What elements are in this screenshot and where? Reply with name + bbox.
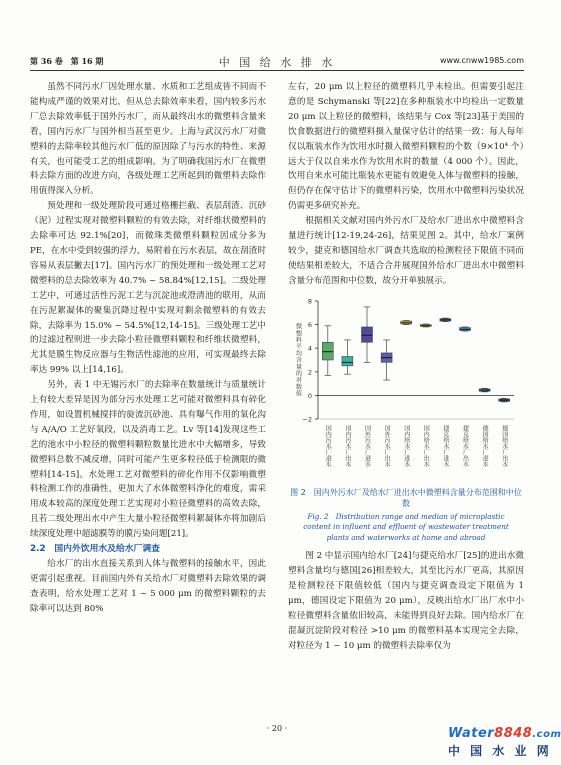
journal-website: www.cnww1985.com <box>440 56 524 65</box>
x-category-label: 国内给水厂进水 <box>402 424 410 467</box>
x-category-label: 德国给水厂出水 <box>500 424 508 467</box>
figure-caption-en: Fig. 2 Distribution range and median of microplastic content in influent and effluent of wastewater treatment plants and waterworks at home and abroad <box>303 511 509 542</box>
x-category-label: 国外污水厂出水 <box>383 424 391 467</box>
running-header <box>30 52 524 71</box>
logo-suffix: .com <box>532 729 561 740</box>
x-category-label: 捷克给水厂进水 <box>441 424 449 467</box>
y-axis-label: 微塑料平均含量的对数值 <box>294 322 302 397</box>
x-category-label: 国内污水厂进水 <box>324 424 332 467</box>
right-column <box>288 80 524 654</box>
paragraph: 预处理和一级处理阶段可通过格栅拦截、表层刮渣、沉砂（泥）过程实现对微塑料颗粒的有效去除，对纤维状微塑料的去除率可达 92.1%[20]，而微珠类微塑料颗粒因成分多为 PE，在水中受到较强的浮力，易附着在污水表层，故在刮渣时容易从表层撇去[17]。国内污水厂的预处理和一级处理工艺对微塑料的总去除效率为 40.7% ~ 58.84%[12,15]。二级处理工艺中，可通过活性污泥工艺与沉淀池或澄清池的联用，从而在污泥絮凝体的聚集沉降过程中实现对剩余微塑料的有效去除，去除率为 15.0% ~ 54.5%[12,14-15]。三级处理工艺中的过滤过程则进一步去除小粒径微塑料颗粒和纤维状微塑料，尤其是膜生物反应器与生物活性滤池的应用，可实现最终去除率达 99% 以上[14,16]。 <box>30 201 266 376</box>
y-tick-label: 6 <box>307 320 312 329</box>
x-category-label: 德国给水厂进水 <box>481 424 489 467</box>
box-1 <box>322 342 333 360</box>
box-3 <box>362 327 373 342</box>
section-heading: 2.2 国内外饮用水及给水厂调查 <box>30 544 160 555</box>
x-category-label: 国内给水厂出水 <box>422 424 430 467</box>
left-column <box>30 80 266 617</box>
y-tick-label: −2 <box>302 415 312 424</box>
paragraph: 左右，20 μm 以上粒径的微塑料几乎未检出。但需要引起注意的是 Schymanski 等[22]在多种瓶装水中均检出一定数量 20 μm 以上粒径的微塑料，该结果与 Cox 等[23]基于美国的饮食数据进行的微塑料摄入量保守估计的结果一致：每人每年仅以瓶装水作为饮用水时摄入微塑料颗粒的个数（9×10⁴ 个）远大于仅以自来水作为饮用水时的数量（4 000 个）。因此，饮用自来水可能比瓶装水更能有效避免人体与微塑料的接触，但仍存在保守估计下的微塑料污染，饮用水中微塑料污染状况仍需更多研究补充。 <box>288 82 524 212</box>
paragraph: 虽然不同污水厂因处理水量、水质和工艺组成皆不同而不能构成严谨的效果对比，但从总去除效率来看，国内较多污水厂总去除效率低于国外污水厂，而从最终出水的微塑料含量来看，国内污水厂与国外相当甚至更少。上海与武汉污水厂对微塑料的去除率较其他污水厂低的原因除了与污水的特性、来源有关，也可能受工艺的组成影响。为了明确我国污水厂在微塑料去除方面的改进方向，各级处理工艺所起到的微塑料去除作用值得深入分析。 <box>30 82 266 197</box>
journal-name: 中 国 给 水 排 水 <box>218 56 336 69</box>
logo-number: 8848 <box>494 726 533 741</box>
figure-caption-zh: 图 2 国内外污水厂及给水厂进出水中微塑料含量分布范围和中位数 <box>290 487 522 508</box>
x-category-label: 捷克给水厂出水 <box>461 424 469 467</box>
paragraph: 根据相关文献对国内外污水厂及给水厂进出水中微塑料含量进行统计[12-19,24-26]，结果见图 2。其中，给水厂案例较少，捷克和德国给水厂调查共选取的检测粒径下限值不同而使结果相差较大，不适合合并展现国外给水厂进出水中微塑料含量分布范围和中位数，故分开单独展示。 <box>288 216 524 286</box>
logo-text-zh: 中 国 水 业 网 <box>448 744 552 758</box>
box-2 <box>342 356 353 365</box>
paragraph: 图 2 中显示国内给水厂[24]与捷克给水厂[25]的进出水微塑料含量均与德国[26]相差较大，其至比污水厂更高，其原因是检测粒径下限值较低（国内与捷克调查设定下限值为 1 μm，德国设定下限值为 20 μm），反映出给水厂出厂水中小粒径微塑料含量依旧较高，未能得到良好去除。国内给水厂在混凝沉淀阶段对粒径 >10 μm 的微塑料基本实现完全去除，对粒径为 1 ~ 10 μm 的微塑料去除率仅为 <box>288 551 524 651</box>
site-logo <box>448 726 561 762</box>
y-tick-label: 2 <box>307 367 312 376</box>
paragraph: 给水厂的出水直接关系到人体与微塑料的接触水平，因此更需引起重视。目前国内外有关给水厂对微塑料去除效果的调查表明，给水处理工艺对 1 ~ 5 000 μm 的微塑料颗粒的去除率可以达到 80% <box>30 559 266 614</box>
paragraph: 另外，表 1 中无锡污水厂的去除率在数量统计与质量统计上有较大差异是因为部分污水处理工艺可能对微塑料具有碎化作用，如设置机械搅拌的旋流沉砂池、具有曝气作用的氧化沟与 A/A/O 工艺好氧段，以及消毒工艺。Lv 等[14]发现这些工艺的池水中小粒径的微塑料颗粒数量比进水中大幅增多，导致微塑料总数不减反增，同时可能产生更多粒径低于检测限的微塑料[14-15]。水处理工艺对微塑料的碎化作用不仅影响微塑料检测工作的准确性，更加大了水体微塑料净化的难度，需采用成本较高的深度处理工艺实现对小粒径微塑料的高效去除，且若二级处理出水中产生大量小粒径微塑料絮凝体亦将加剧后续深度处理中超滤膜等的膜污染问题[21]。 <box>30 380 266 540</box>
volume-issue: 第 36 卷 第 16 期 <box>30 56 104 66</box>
y-tick-label: 4 <box>307 344 312 353</box>
logo-brand: Water <box>448 726 495 741</box>
box-plot-chart <box>288 295 524 485</box>
y-tick-label: 8 <box>307 297 312 306</box>
x-category-label: 国内污水厂出水 <box>343 424 351 467</box>
y-tick-label: 0 <box>307 391 312 400</box>
figure-2 <box>288 295 524 485</box>
page-number: · 20 · <box>266 724 288 733</box>
x-category-label: 国外污水厂进水 <box>363 424 371 467</box>
